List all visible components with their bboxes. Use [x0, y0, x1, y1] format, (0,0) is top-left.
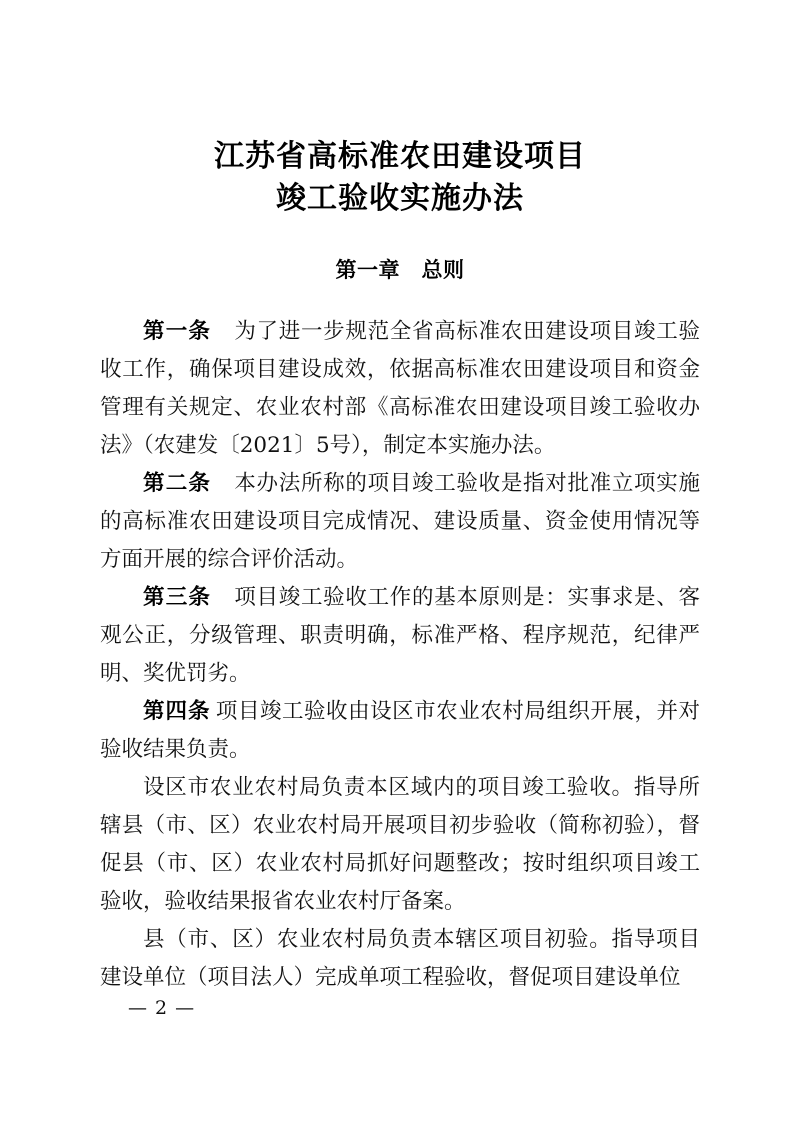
article-text-3: 项目竣工验收工作的基本原则是：实事求是、客观公正，分级管理、职责明确，标准严格、程序规范，纪律严明、奖优罚劣。 — [100, 585, 700, 686]
article-marker-1: 第一条 — [143, 319, 212, 344]
article-paragraph-3 — [100, 579, 700, 693]
article-marker-2: 第二条 — [143, 471, 212, 496]
document-title-line-1: 江苏省高标准农田建设项目 — [214, 139, 586, 174]
article-text-5: 设区市农业农村局负责本区域内的项目竣工验收。指导所辖县（市、区）农业农村局开展项目初步验收（简称初验），督促县（市、区）农业农村局抓好问题整改；按时组织项目竣工验收，验收结果报省农业农村厅备案。 — [100, 775, 700, 914]
article-paragraph-4 — [100, 693, 700, 769]
article-paragraph-6 — [100, 921, 700, 997]
article-paragraph-2 — [100, 465, 700, 579]
article-text-4: 项目竣工验收由设区市农业农村局组织开展，并对验收结果负责。 — [100, 699, 700, 762]
chapter-heading: 第一章 总则 — [335, 258, 465, 282]
article-text-2: 本办法所称的项目竣工验收是指对批准立项实施的高标准农田建设项目完成情况、建设质量、资金使用情况等方面开展的综合评价活动。 — [100, 471, 700, 572]
article-text-1: 为了进一步规范全省高标准农田建设项目竣工验收工作，确保项目建设成效，依据高标准农田建设项目和资金管理有关规定、农业农村部《高标准农田建设项目竣工验收办法》（农建发〔2021〕5号），制定本实施办法。 — [100, 319, 700, 458]
article-paragraph-1 — [100, 313, 700, 465]
document-body — [100, 313, 700, 997]
article-marker-3: 第三条 — [143, 585, 212, 610]
document-title-line-2: 竣工验收实施办法 — [276, 181, 524, 216]
article-paragraph-5 — [100, 769, 700, 921]
page-number: — 2 — — [128, 997, 196, 1019]
article-marker-4: 第四条 — [143, 699, 211, 724]
document-title — [100, 136, 700, 220]
article-text-6: 县（市、区）农业农村局负责本辖区项目初验。指导项目建设单位（项目法人）完成单项工程验收，督促项目建设单位 — [100, 927, 700, 990]
